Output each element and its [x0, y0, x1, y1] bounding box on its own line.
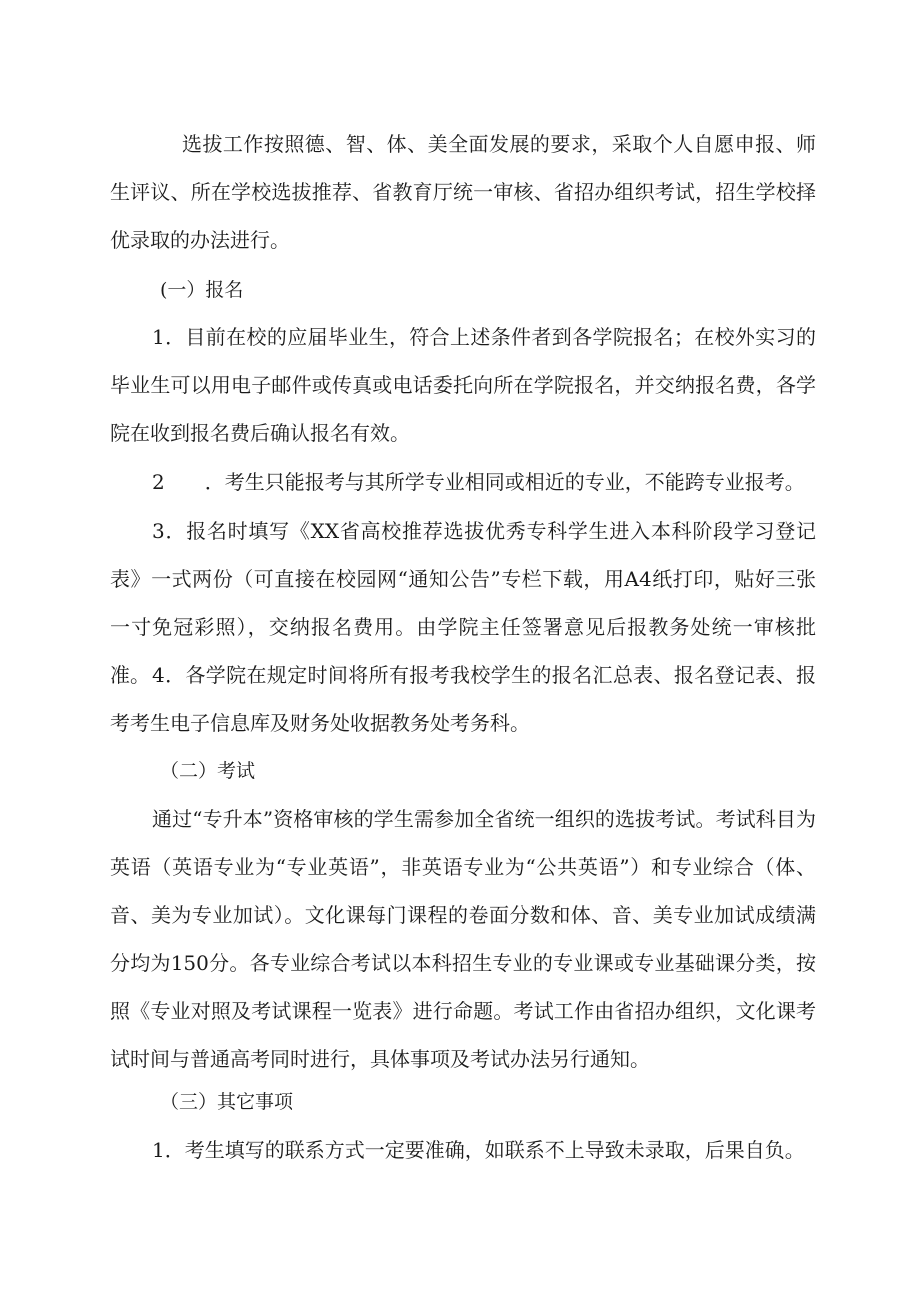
section-heading-other: （三）其它事项: [160, 1091, 294, 1113]
intro-paragraph: 选拔工作按照德、智、体、美全面发展的要求，采取个人自愿申报、师生评议、所在学校选拔推荐、省教育厅统一审核、省招办组织考试，招生学校择优录取的办法进行。: [110, 132, 816, 252]
section-heading-exam: （二）考试: [160, 760, 256, 782]
registration-item-4: 4．各学院在规定时间将所有报考我校学生的报名汇总表、报名登记表、报考考生电子信息库及财务处收据教务处考务科。: [110, 663, 816, 735]
registration-item-2: 2 ．考生只能报考与其所学专业相同或相近的专业，不能跨专业报考。: [152, 470, 805, 494]
other-item-1: 1．考生填写的联系方式一定要准确，如联系不上导致未录取，后果自负。: [152, 1138, 805, 1162]
exam-paragraph: 通过“专升本”资格审核的学生需参加全省统一组织的选拔考试。考试科目为英语（英语专业为“专业英语”，非英语专业为“公共英语”）和专业综合（体、音、美为专业加试）。文化课每门课程的卷面分数和体、音、美专业加试成绩满分均为150分。各专业综合考试以本科招生专业的专业课或专业基础课分类，按照《专业对照及考试课程一览表》进行命题。考试工作由省招办组织，文化课考试时间与普通高考同时进行，具体事项及考试办法另行通知。: [110, 807, 816, 1071]
registration-item-3: 3．报名时填写《XX省高校推荐选拔优秀专科学生进入本科阶段学习登记表》一式两份（可直接在校园网“通知公告”专栏下载，用A4纸打印，贴好三张一寸免冠彩照），交纳报名费用。由学院主任签署意见后报教务处统一审核批准。: [110, 519, 816, 687]
section-heading-registration: (一）报名: [160, 279, 244, 301]
registration-item-1: 1．目前在校的应届毕业生，符合上述条件者到各学院报名；在校外实习的毕业生可以用电子邮件或传真或电话委托向所在学院报名，并交纳报名费，各学院在收到报名费后确认报名有效。: [110, 325, 816, 445]
